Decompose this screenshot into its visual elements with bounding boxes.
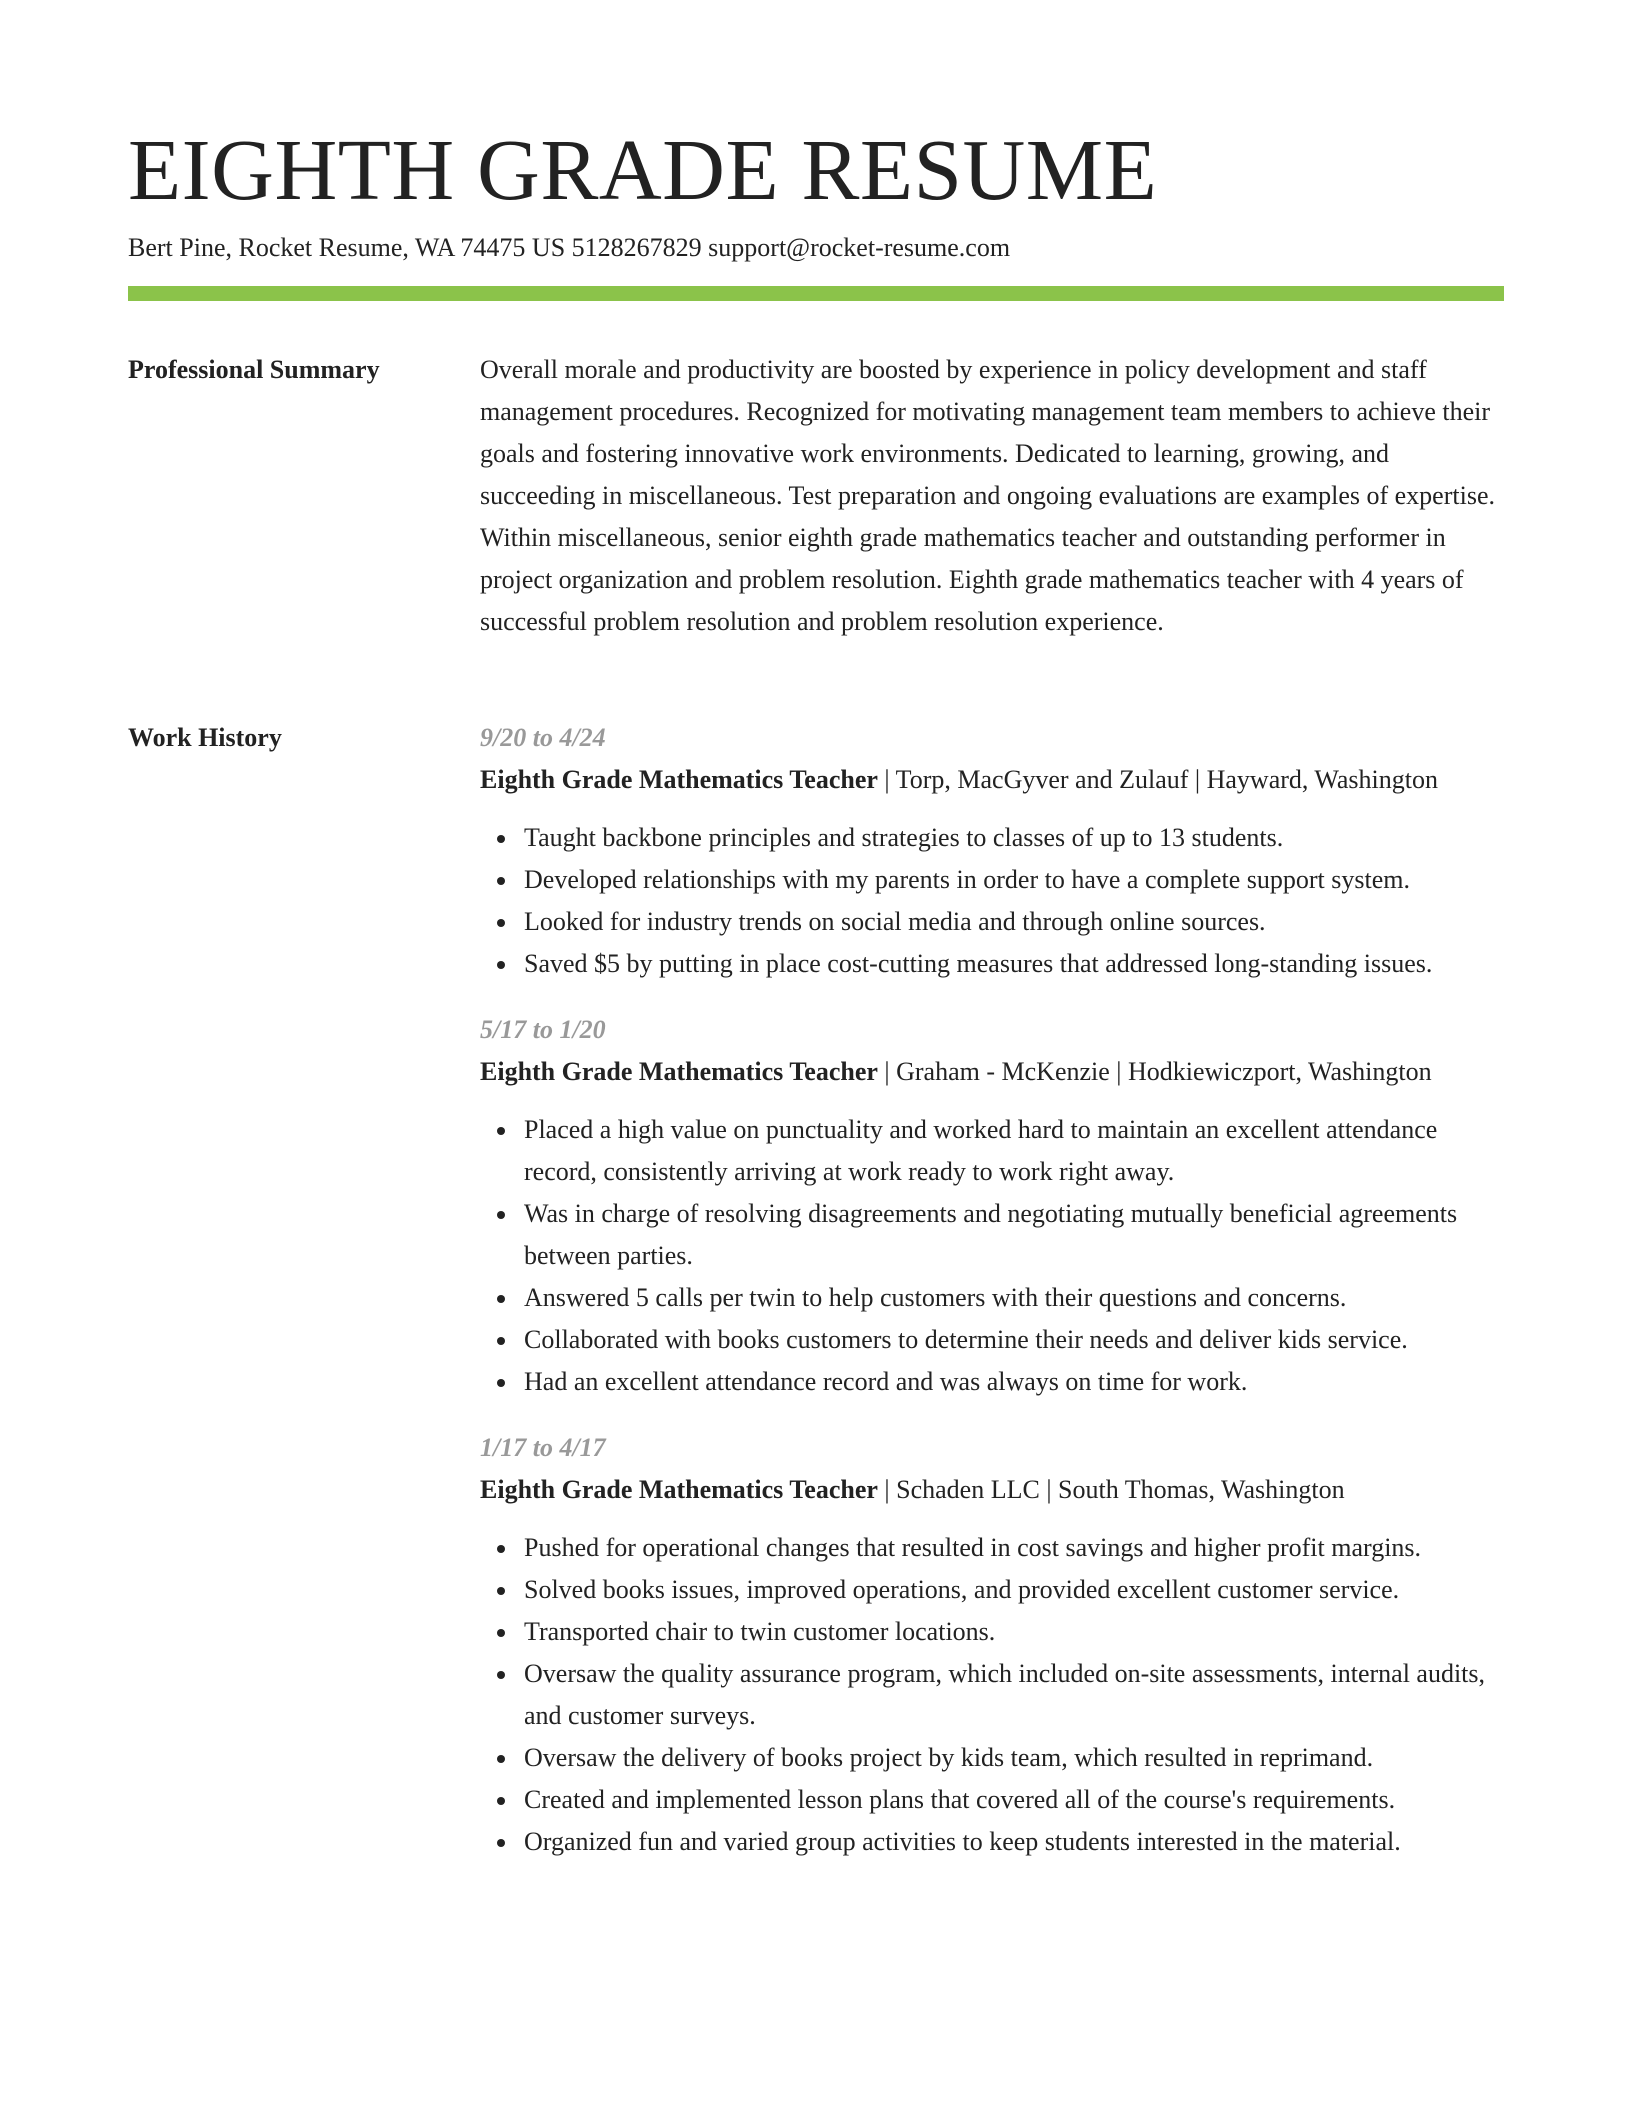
work-history-label: Work History — [128, 723, 282, 752]
job-bullet: Solved books issues, improved operations, and provided excellent customer service. — [524, 1569, 1506, 1611]
job-bullet: Transported chair to twin customer locations. — [524, 1611, 1506, 1653]
job-entry — [480, 1427, 1506, 1863]
summary-body — [480, 349, 1506, 643]
job-bullet: Answered 5 calls per twin to help customers with their questions and concerns. — [524, 1277, 1506, 1319]
job-bullet: Looked for industry trends on social media and through online sources. — [524, 901, 1506, 943]
job-heading — [480, 759, 1506, 801]
job-title: Eighth Grade Mathematics Teacher — [480, 1475, 878, 1504]
work-history-body — [480, 717, 1506, 1887]
job-details: | Schaden LLC | South Thomas, Washington — [877, 1475, 1345, 1504]
job-heading — [480, 1051, 1506, 1093]
job-bullet-list — [480, 1109, 1506, 1403]
job-bullet: Pushed for operational changes that resulted in cost savings and higher profit margins. — [524, 1527, 1506, 1569]
job-bullet: Oversaw the quality assurance program, which included on-site assessments, internal audits, and customer surveys. — [524, 1653, 1506, 1737]
summary-label: Professional Summary — [128, 355, 380, 384]
job-bullet: Created and implemented lesson plans that covered all of the course's requirements. — [524, 1779, 1506, 1821]
header-accent-rule — [128, 286, 1504, 301]
job-dates: 5/17 to 1/20 — [480, 1015, 606, 1044]
job-bullet: Saved $5 by putting in place cost-cutting measures that addressed long-standing issues. — [524, 943, 1506, 985]
job-bullet: Placed a high value on punctuality and worked hard to maintain an excellent attendance record, consistently arriving at work ready to work right away. — [524, 1109, 1506, 1193]
job-details: | Graham - McKenzie | Hodkiewiczport, Washington — [877, 1057, 1432, 1086]
job-details: | Torp, MacGyver and Zulauf | Hayward, Washington — [877, 765, 1438, 794]
job-bullet: Collaborated with books customers to determine their needs and deliver kids service. — [524, 1319, 1506, 1361]
contact-line: Bert Pine, Rocket Resume, WA 74475 US 5128267829 support@rocket-resume.com — [128, 233, 1011, 262]
job-bullet: Had an excellent attendance record and was always on time for work. — [524, 1361, 1506, 1403]
summary-text: Overall morale and productivity are boosted by experience in policy development and staff management procedures. Recognized for motivating management team members to achieve their goals and fostering innovative work environments. Dedicated to learning, growing, and succeeding in miscellaneous. Test preparation and ongoing evaluations are examples of expertise. Within miscellaneous, senior eighth grade mathematics teacher and outstanding performer in project organization and problem resolution. Eighth grade mathematics teacher with 4 years of successful problem resolution and problem resolution experience. — [480, 355, 1495, 636]
job-dates: 1/17 to 4/17 — [480, 1433, 606, 1462]
job-bullet: Developed relationships with my parents in order to have a complete support system. — [524, 859, 1506, 901]
job-bullet: Oversaw the delivery of books project by kids team, which resulted in reprimand. — [524, 1737, 1506, 1779]
job-dates: 9/20 to 4/24 — [480, 723, 606, 752]
job-bullet: Taught backbone principles and strategies to classes of up to 13 students. — [524, 817, 1506, 859]
job-bullet: Was in charge of resolving disagreements and negotiating mutually beneficial agreements between parties. — [524, 1193, 1506, 1277]
job-title: Eighth Grade Mathematics Teacher — [480, 765, 878, 794]
job-bullet-list — [480, 817, 1506, 985]
job-bullet: Organized fun and varied group activities to keep students interested in the material. — [524, 1821, 1506, 1863]
job-bullet-list — [480, 1527, 1506, 1863]
resume-title: EIGHTH GRADE RESUME — [128, 121, 1158, 218]
job-entry — [480, 717, 1506, 985]
job-title: Eighth Grade Mathematics Teacher — [480, 1057, 878, 1086]
job-entry — [480, 1009, 1506, 1403]
job-heading — [480, 1469, 1506, 1511]
